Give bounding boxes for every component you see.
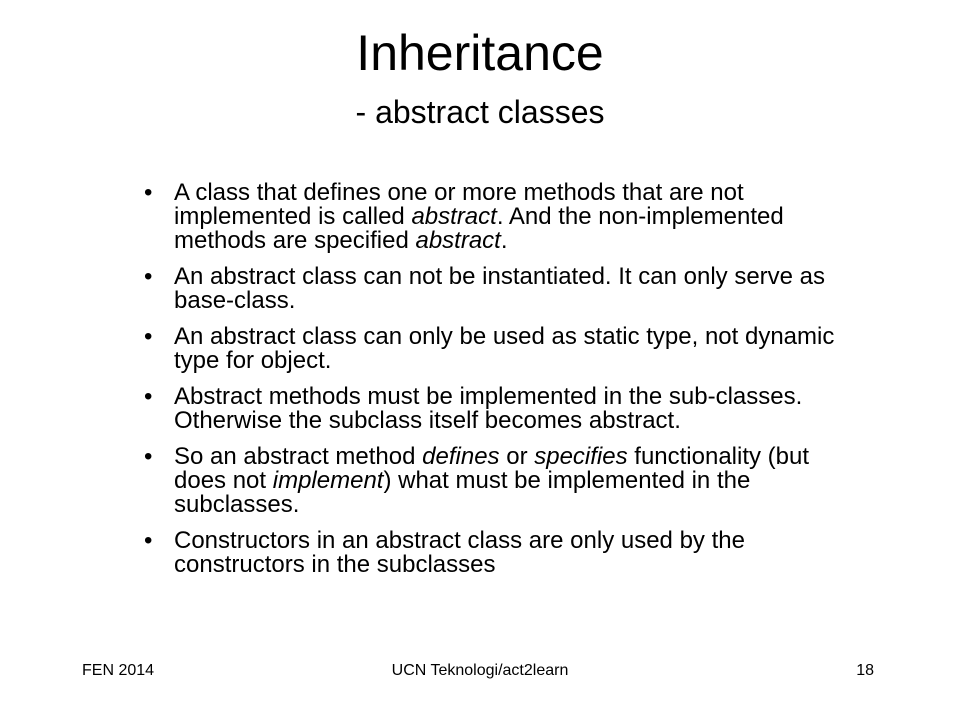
footer-author-date: FEN 2014 bbox=[82, 662, 155, 679]
bullet-text-run: or bbox=[499, 443, 535, 470]
bullet-text-run: ) what must be implemented in the subclasses. bbox=[174, 467, 751, 518]
bullet-item bbox=[144, 385, 844, 433]
bullet-marker: • bbox=[144, 179, 153, 206]
slide-title: Inheritance bbox=[356, 25, 604, 81]
bullet-text bbox=[174, 383, 802, 434]
bullet-text bbox=[174, 323, 834, 374]
bullet-text-run: An abstract class can not be instantiated. It can only serve as base-class. bbox=[174, 263, 826, 314]
bullet-text-run: Constructors in an abstract class are only used by the constructors in the subclasses bbox=[174, 527, 745, 578]
bullet-marker: • bbox=[144, 527, 153, 554]
bullet-text-run: An abstract class can only be used as static type, not dynamic type for object. bbox=[174, 323, 835, 374]
bullet-text bbox=[174, 263, 825, 314]
bullet-marker: • bbox=[144, 383, 153, 410]
slide-number: 18 bbox=[856, 662, 874, 679]
emphasized-term: defines bbox=[422, 443, 500, 470]
emphasized-term: implement bbox=[272, 467, 384, 494]
bullet-marker: • bbox=[144, 443, 153, 470]
bullet-item bbox=[144, 181, 844, 253]
bullet-text-run: A class that defines one or more methods that are not implemented is called bbox=[174, 179, 744, 230]
bullet-text-run: . And the non-implemented methods are specified bbox=[174, 203, 784, 254]
bullet-text-run: Abstract methods must be implemented in the sub-classes. Otherwise the subclass itself becomes abstract. bbox=[174, 383, 803, 434]
bullet-text-run: . bbox=[500, 227, 508, 254]
bullet-marker: • bbox=[144, 323, 153, 350]
bullet-text-run: functionality (but does not bbox=[174, 443, 810, 494]
slide-subtitle: - abstract classes bbox=[355, 94, 605, 130]
footer-organization: UCN Teknologi/act2learn bbox=[391, 662, 569, 679]
bullet-text bbox=[174, 179, 784, 254]
bullet-list bbox=[144, 181, 844, 589]
bullet-item bbox=[144, 529, 844, 577]
bullet-text bbox=[174, 443, 809, 518]
bullet-text bbox=[174, 527, 745, 578]
bullet-item bbox=[144, 325, 844, 373]
emphasized-term: abstract bbox=[415, 227, 501, 254]
bullet-marker: • bbox=[144, 263, 153, 290]
bullet-text-run: So an abstract method bbox=[174, 443, 423, 470]
bullet-item bbox=[144, 445, 844, 517]
emphasized-term: abstract bbox=[411, 203, 497, 230]
bullet-item bbox=[144, 265, 844, 313]
emphasized-term: specifies bbox=[534, 443, 628, 470]
